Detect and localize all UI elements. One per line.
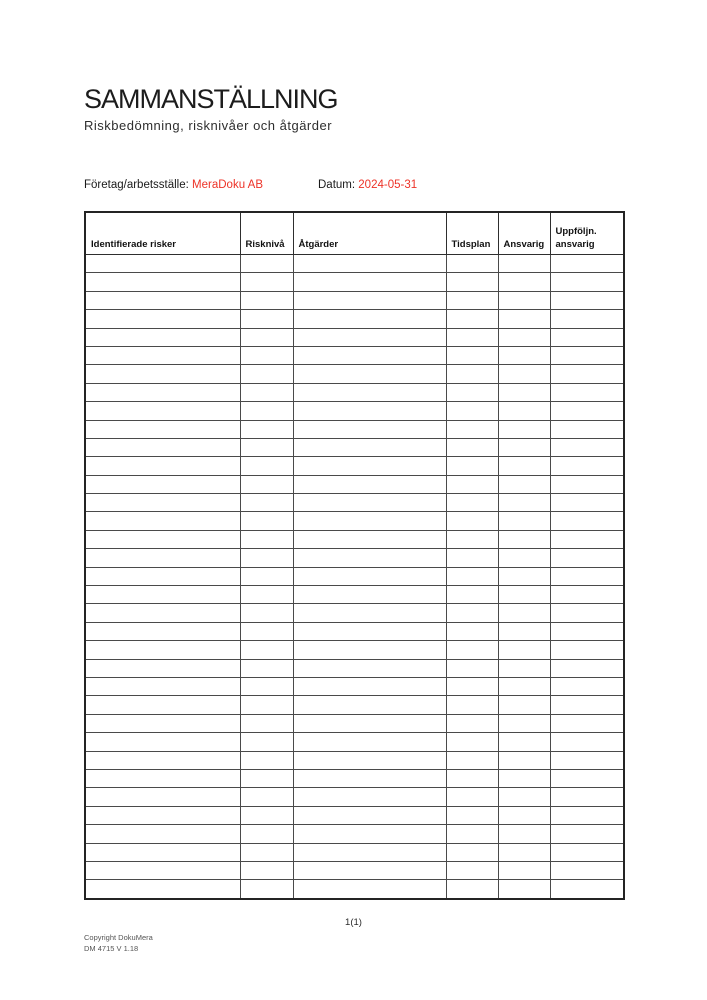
table-cell bbox=[85, 530, 240, 548]
table-cell bbox=[550, 861, 624, 879]
table-cell bbox=[550, 273, 624, 291]
table-cell bbox=[446, 328, 498, 346]
table-cell bbox=[550, 696, 624, 714]
table-cell bbox=[498, 494, 550, 512]
table-cell bbox=[293, 751, 446, 769]
table-cell bbox=[446, 291, 498, 309]
table-cell bbox=[550, 659, 624, 677]
table-cell bbox=[446, 310, 498, 328]
table-cell bbox=[550, 677, 624, 695]
table-row bbox=[85, 346, 624, 364]
table-cell bbox=[240, 604, 293, 622]
table-cell bbox=[240, 438, 293, 456]
table-row bbox=[85, 641, 624, 659]
table-cell bbox=[293, 641, 446, 659]
table-cell bbox=[446, 475, 498, 493]
table-cell bbox=[446, 512, 498, 530]
risk-table-body bbox=[85, 255, 624, 899]
table-cell bbox=[293, 622, 446, 640]
table-cell bbox=[85, 310, 240, 328]
table-cell bbox=[550, 788, 624, 806]
table-cell bbox=[550, 383, 624, 401]
table-row bbox=[85, 677, 624, 695]
table-row bbox=[85, 549, 624, 567]
table-cell bbox=[293, 659, 446, 677]
table-cell bbox=[550, 255, 624, 273]
table-cell bbox=[498, 843, 550, 861]
table-cell bbox=[498, 604, 550, 622]
table-cell bbox=[85, 273, 240, 291]
table-cell bbox=[293, 457, 446, 475]
table-cell bbox=[85, 365, 240, 383]
table-cell bbox=[446, 420, 498, 438]
table-cell bbox=[85, 494, 240, 512]
table-cell bbox=[240, 402, 293, 420]
table-cell bbox=[293, 383, 446, 401]
table-cell bbox=[85, 328, 240, 346]
table-cell bbox=[85, 255, 240, 273]
table-cell bbox=[85, 549, 240, 567]
table-cell bbox=[293, 530, 446, 548]
table-cell bbox=[293, 420, 446, 438]
table-cell bbox=[498, 530, 550, 548]
table-cell bbox=[498, 677, 550, 695]
table-row bbox=[85, 806, 624, 824]
table-cell bbox=[293, 696, 446, 714]
table-cell bbox=[498, 457, 550, 475]
table-cell bbox=[85, 291, 240, 309]
table-cell bbox=[293, 825, 446, 843]
table-cell bbox=[446, 641, 498, 659]
table-cell bbox=[293, 733, 446, 751]
date-group bbox=[318, 179, 417, 191]
document-subtitle: Riskbedömning, risknivåer och åtgärder bbox=[84, 118, 333, 133]
table-cell bbox=[550, 586, 624, 604]
table-row bbox=[85, 604, 624, 622]
table-cell bbox=[446, 622, 498, 640]
table-cell bbox=[446, 365, 498, 383]
table-cell bbox=[498, 438, 550, 456]
table-cell bbox=[240, 291, 293, 309]
table-cell bbox=[293, 586, 446, 604]
table-row bbox=[85, 420, 624, 438]
table-cell bbox=[498, 788, 550, 806]
table-cell bbox=[293, 310, 446, 328]
table-cell bbox=[446, 769, 498, 787]
table-cell bbox=[498, 622, 550, 640]
table-cell bbox=[550, 733, 624, 751]
table-cell bbox=[85, 475, 240, 493]
table-cell bbox=[498, 714, 550, 732]
table-cell bbox=[293, 549, 446, 567]
table-cell bbox=[446, 255, 498, 273]
table-cell bbox=[498, 567, 550, 585]
table-row bbox=[85, 383, 624, 401]
table-cell bbox=[550, 291, 624, 309]
table-cell bbox=[85, 438, 240, 456]
table-cell bbox=[498, 659, 550, 677]
table-cell bbox=[85, 641, 240, 659]
table-cell bbox=[550, 512, 624, 530]
table-row bbox=[85, 843, 624, 861]
table-cell bbox=[240, 769, 293, 787]
table-row bbox=[85, 622, 624, 640]
table-cell bbox=[446, 788, 498, 806]
table-cell bbox=[550, 604, 624, 622]
table-cell bbox=[550, 622, 624, 640]
table-cell bbox=[498, 383, 550, 401]
column-header-ansvarig: Ansvarig bbox=[498, 212, 550, 255]
table-cell bbox=[293, 291, 446, 309]
table-cell bbox=[293, 346, 446, 364]
table-cell bbox=[550, 438, 624, 456]
table-cell bbox=[446, 346, 498, 364]
table-cell bbox=[293, 567, 446, 585]
table-cell bbox=[240, 714, 293, 732]
table-cell bbox=[85, 769, 240, 787]
table-cell bbox=[85, 843, 240, 861]
table-cell bbox=[446, 383, 498, 401]
column-header-riskniva: Risknivå bbox=[240, 212, 293, 255]
table-cell bbox=[446, 549, 498, 567]
table-cell bbox=[240, 310, 293, 328]
table-cell bbox=[240, 861, 293, 879]
table-cell bbox=[293, 365, 446, 383]
table-cell bbox=[498, 310, 550, 328]
table-cell bbox=[446, 677, 498, 695]
table-cell bbox=[446, 843, 498, 861]
table-cell bbox=[240, 880, 293, 899]
table-row bbox=[85, 788, 624, 806]
company-value: MeraDoku AB bbox=[192, 179, 263, 191]
table-row bbox=[85, 714, 624, 732]
footer-meta bbox=[84, 932, 153, 955]
table-cell bbox=[240, 567, 293, 585]
table-cell bbox=[550, 420, 624, 438]
table-row bbox=[85, 512, 624, 530]
table-cell bbox=[85, 880, 240, 899]
table-cell bbox=[498, 291, 550, 309]
table-cell bbox=[550, 346, 624, 364]
table-row bbox=[85, 696, 624, 714]
table-cell bbox=[85, 659, 240, 677]
table-cell bbox=[85, 420, 240, 438]
table-row bbox=[85, 861, 624, 879]
table-cell bbox=[446, 402, 498, 420]
table-cell bbox=[498, 475, 550, 493]
table-cell bbox=[85, 622, 240, 640]
table-cell bbox=[550, 457, 624, 475]
table-cell bbox=[240, 457, 293, 475]
table-cell bbox=[498, 641, 550, 659]
table-cell bbox=[85, 346, 240, 364]
table-cell bbox=[240, 806, 293, 824]
table-cell bbox=[446, 604, 498, 622]
table-cell bbox=[550, 880, 624, 899]
table-cell bbox=[293, 512, 446, 530]
table-cell bbox=[446, 494, 498, 512]
table-cell bbox=[240, 622, 293, 640]
table-row bbox=[85, 475, 624, 493]
table-cell bbox=[498, 806, 550, 824]
form-header-line bbox=[84, 179, 418, 191]
table-cell bbox=[446, 457, 498, 475]
table-cell bbox=[550, 567, 624, 585]
table-cell bbox=[550, 641, 624, 659]
table-cell bbox=[446, 273, 498, 291]
table-row bbox=[85, 733, 624, 751]
table-cell bbox=[293, 714, 446, 732]
table-cell bbox=[293, 328, 446, 346]
document-title: SAMMANSTÄLLNING bbox=[84, 84, 338, 114]
table-cell bbox=[85, 586, 240, 604]
table-cell bbox=[550, 328, 624, 346]
table-cell bbox=[498, 549, 550, 567]
table-cell bbox=[240, 346, 293, 364]
column-header-tidsplan: Tidsplan bbox=[446, 212, 498, 255]
table-cell bbox=[446, 806, 498, 824]
table-cell bbox=[85, 714, 240, 732]
table-row bbox=[85, 751, 624, 769]
column-header-uppfoljn-ansvarig: Uppföljn. ansvarig bbox=[550, 212, 624, 255]
table-cell bbox=[240, 751, 293, 769]
table-cell bbox=[293, 438, 446, 456]
table-cell bbox=[240, 494, 293, 512]
table-row bbox=[85, 659, 624, 677]
table-row bbox=[85, 328, 624, 346]
table-cell bbox=[498, 825, 550, 843]
table-row bbox=[85, 438, 624, 456]
table-cell bbox=[240, 420, 293, 438]
table-row bbox=[85, 402, 624, 420]
table-cell bbox=[240, 365, 293, 383]
table-cell bbox=[293, 475, 446, 493]
table-cell bbox=[293, 806, 446, 824]
table-cell bbox=[446, 659, 498, 677]
table-cell bbox=[550, 549, 624, 567]
table-cell bbox=[293, 273, 446, 291]
table-cell bbox=[85, 512, 240, 530]
table-cell bbox=[85, 567, 240, 585]
table-cell bbox=[498, 420, 550, 438]
table-cell bbox=[550, 494, 624, 512]
page-number: 1(1) bbox=[345, 917, 362, 928]
risk-table-header bbox=[85, 212, 624, 255]
table-cell bbox=[446, 880, 498, 899]
table-row bbox=[85, 310, 624, 328]
table-cell bbox=[498, 751, 550, 769]
table-cell bbox=[240, 328, 293, 346]
table-cell bbox=[498, 328, 550, 346]
table-cell bbox=[85, 806, 240, 824]
table-cell bbox=[498, 346, 550, 364]
table-cell bbox=[498, 273, 550, 291]
date-label: Datum: bbox=[318, 179, 356, 191]
table-cell bbox=[240, 659, 293, 677]
table-cell bbox=[446, 696, 498, 714]
table-cell bbox=[240, 696, 293, 714]
table-cell bbox=[498, 512, 550, 530]
table-cell bbox=[293, 255, 446, 273]
table-cell bbox=[85, 383, 240, 401]
table-cell bbox=[498, 402, 550, 420]
table-row bbox=[85, 880, 624, 899]
table-cell bbox=[550, 310, 624, 328]
table-cell bbox=[446, 586, 498, 604]
table-row bbox=[85, 825, 624, 843]
table-cell bbox=[498, 696, 550, 714]
table-cell bbox=[550, 751, 624, 769]
column-header-identifierade-risker: Identifierade risker bbox=[85, 212, 240, 255]
table-cell bbox=[293, 861, 446, 879]
table-cell bbox=[240, 530, 293, 548]
table-cell bbox=[550, 475, 624, 493]
table-cell bbox=[550, 769, 624, 787]
table-cell bbox=[240, 677, 293, 695]
table-cell bbox=[498, 255, 550, 273]
table-cell bbox=[293, 880, 446, 899]
table-cell bbox=[498, 880, 550, 899]
table-cell bbox=[293, 494, 446, 512]
table-cell bbox=[293, 604, 446, 622]
table-cell bbox=[85, 751, 240, 769]
table-cell bbox=[85, 457, 240, 475]
table-cell bbox=[293, 843, 446, 861]
table-cell bbox=[240, 549, 293, 567]
table-cell bbox=[498, 365, 550, 383]
table-cell bbox=[446, 861, 498, 879]
table-cell bbox=[446, 714, 498, 732]
table-row bbox=[85, 291, 624, 309]
table-cell bbox=[446, 733, 498, 751]
column-header-atgarder: Åtgärder bbox=[293, 212, 446, 255]
table-cell bbox=[85, 733, 240, 751]
table-cell bbox=[446, 825, 498, 843]
table-cell bbox=[240, 788, 293, 806]
table-row bbox=[85, 567, 624, 585]
table-cell bbox=[85, 677, 240, 695]
table-cell bbox=[550, 825, 624, 843]
date-value: 2024-05-31 bbox=[358, 179, 418, 191]
table-cell bbox=[293, 402, 446, 420]
table-cell bbox=[498, 769, 550, 787]
table-cell bbox=[85, 402, 240, 420]
table-cell bbox=[550, 365, 624, 383]
table-cell bbox=[240, 255, 293, 273]
table-row bbox=[85, 365, 624, 383]
table-cell bbox=[446, 438, 498, 456]
table-cell bbox=[240, 475, 293, 493]
risk-table bbox=[84, 211, 625, 900]
table-cell bbox=[240, 383, 293, 401]
table-cell bbox=[85, 788, 240, 806]
table-cell bbox=[240, 512, 293, 530]
table-cell bbox=[293, 677, 446, 695]
table-cell bbox=[550, 843, 624, 861]
table-cell bbox=[498, 733, 550, 751]
table-cell bbox=[85, 696, 240, 714]
table-cell bbox=[240, 641, 293, 659]
table-cell bbox=[240, 825, 293, 843]
table-cell bbox=[446, 751, 498, 769]
version-line: DM 4715 V 1.18 bbox=[84, 944, 139, 954]
table-row bbox=[85, 530, 624, 548]
table-cell bbox=[446, 567, 498, 585]
table-cell bbox=[550, 806, 624, 824]
table-cell bbox=[550, 714, 624, 732]
table-cell bbox=[240, 843, 293, 861]
table-cell bbox=[550, 530, 624, 548]
table-row bbox=[85, 457, 624, 475]
table-row bbox=[85, 494, 624, 512]
table-row bbox=[85, 255, 624, 273]
table-cell bbox=[498, 861, 550, 879]
table-cell bbox=[85, 825, 240, 843]
table-cell bbox=[293, 769, 446, 787]
table-cell bbox=[498, 586, 550, 604]
table-cell bbox=[550, 402, 624, 420]
table-row bbox=[85, 273, 624, 291]
copyright-line: Copyright DokuMera bbox=[84, 933, 153, 942]
table-cell bbox=[446, 530, 498, 548]
table-cell bbox=[293, 788, 446, 806]
table-cell bbox=[240, 586, 293, 604]
header-row bbox=[85, 212, 624, 255]
table-cell bbox=[240, 733, 293, 751]
table-row bbox=[85, 586, 624, 604]
table-cell bbox=[240, 273, 293, 291]
company-label: Företag/arbetsställe: bbox=[84, 179, 189, 191]
table-cell bbox=[85, 861, 240, 879]
table-cell bbox=[85, 604, 240, 622]
table-row bbox=[85, 769, 624, 787]
